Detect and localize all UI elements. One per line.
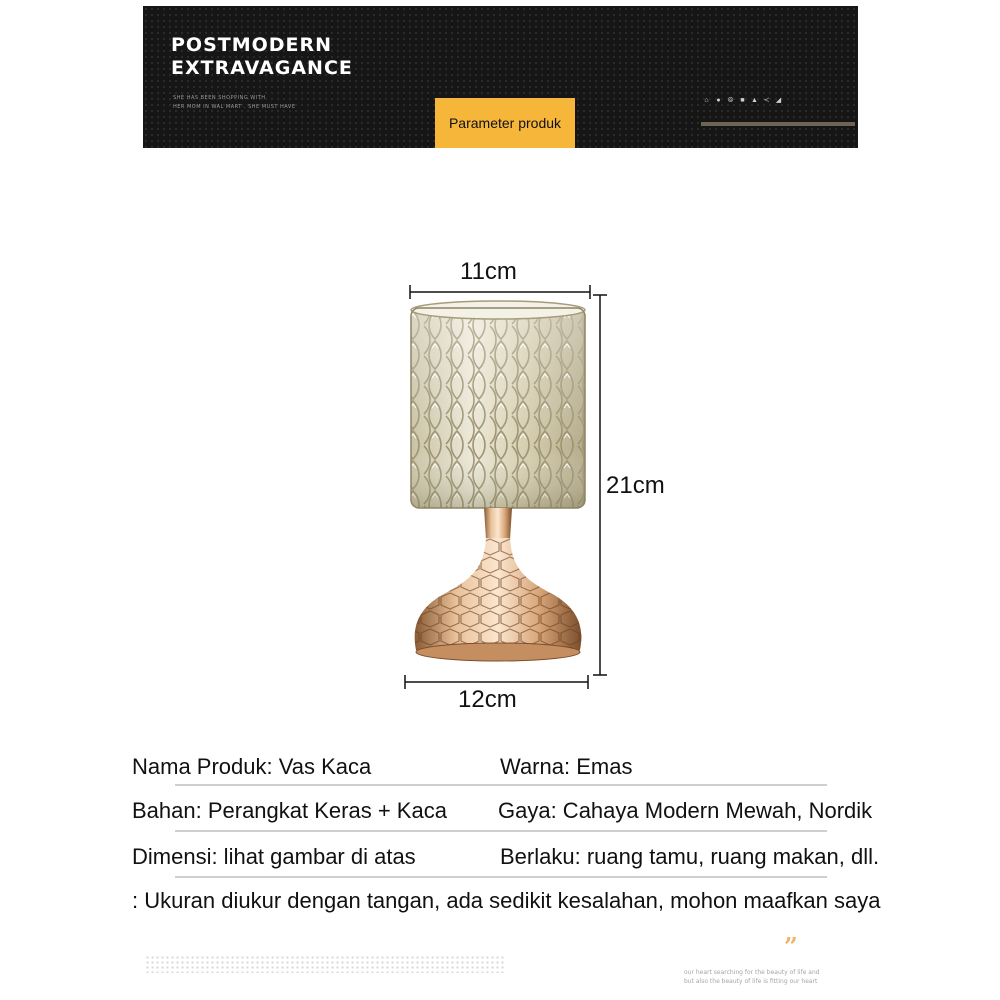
social-icon-row	[703, 97, 782, 104]
share-icon[interactable]: ≺	[763, 97, 770, 104]
measurement-note: : Ukuran diukur dengan tangan, ada sedikit kesalahan, mohon maafkan saya	[132, 888, 881, 913]
twitter-icon[interactable]: ▲	[751, 97, 758, 104]
spec-product-name: Nama Produk: Vas Kaca	[132, 754, 372, 779]
dimension-base-width: 12cm	[458, 686, 517, 713]
pinterest-icon[interactable]: ⦾	[727, 97, 734, 104]
footer-caption-line-1: our heart searching for the beauty of life and	[684, 969, 820, 976]
spec-color: Warna: Emas	[500, 754, 633, 779]
rss-icon[interactable]: ◢	[775, 97, 782, 104]
facebook-icon[interactable]: ■	[740, 97, 745, 104]
header-banner	[143, 6, 858, 148]
spec-material: Bahan: Perangkat Keras + Kaca	[132, 798, 447, 823]
section-label-badge: Parameter produk	[435, 98, 575, 148]
brand-tagline	[173, 94, 296, 112]
spec-style: Gaya: Cahaya Modern Mewah, Nordik	[498, 798, 873, 823]
brand-title	[171, 34, 353, 80]
footer-dot-pattern	[145, 955, 505, 973]
spec-usage: Berlaku: ruang tamu, ruang makan, dll.	[500, 844, 880, 869]
footer-caption-line-2: but also the beauty of life is fitting our heart	[684, 978, 818, 985]
spec-divider-2	[175, 830, 827, 832]
quote-icon: ”	[784, 932, 798, 961]
tagline-line-1: SHE HAS BEEN SHOPPING WITH	[173, 95, 266, 101]
banner-accent-bar	[701, 122, 855, 126]
dimension-height: 21cm	[606, 472, 665, 499]
footer-caption	[684, 968, 820, 986]
tagline-line-2: HER MOM IN WAL MART . SHE MUST HAVE	[173, 104, 296, 110]
brand-line-2: EXTRAVAGANCE	[171, 57, 353, 79]
brand-line-1: POSTMODERN	[171, 34, 333, 56]
user-icon[interactable]: ●	[716, 97, 721, 104]
product-figure	[380, 250, 700, 720]
home-icon[interactable]: ⌂	[704, 97, 709, 104]
spec-divider-3	[175, 876, 827, 878]
dimension-top-width: 11cm	[460, 258, 517, 285]
spec-dimension: Dimensi: lihat gambar di atas	[132, 844, 416, 869]
spec-divider-1	[175, 784, 827, 786]
